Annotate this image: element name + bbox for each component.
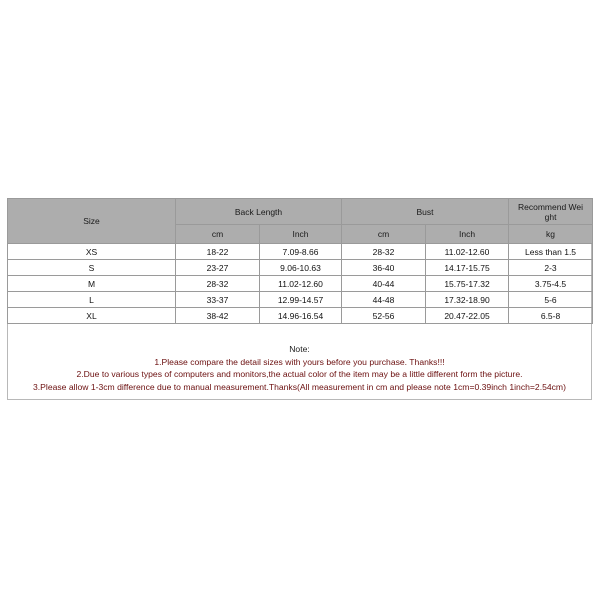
weight-header-line1: Recommend Wei <box>518 201 584 212</box>
table-row <box>8 276 593 292</box>
note-title: Note: <box>289 344 310 354</box>
table-row <box>8 244 593 260</box>
back-inch-cell: 14.96-16.54 <box>260 308 342 324</box>
back-inch-cell: 12.99-14.57 <box>260 292 342 308</box>
bust-inch-cell: 11.02-12.60 <box>426 244 509 260</box>
note-item: 3.Please allow 1-3cm difference due to manual measurement.Thanks(All measurement in cm and please note 1cm=0.39inch 1inch=2.54cm) <box>33 381 566 392</box>
back-inch-cell: 9.06-10.63 <box>260 260 342 276</box>
bust-cm-cell: 28-32 <box>342 244 426 260</box>
size-header: Size <box>8 199 176 244</box>
table-row <box>8 260 593 276</box>
back-cm-cell: 33-37 <box>176 292 260 308</box>
weight-kg-cell: 5-6 <box>509 292 593 308</box>
notes-section <box>7 343 592 393</box>
unit-weight-kg: kg <box>509 225 593 244</box>
back-inch-cell: 11.02-12.60 <box>260 276 342 292</box>
unit-bust-cm: cm <box>342 225 426 244</box>
back-cm-cell: 38-42 <box>176 308 260 324</box>
weight-kg-cell: Less than 1.5 <box>509 244 593 260</box>
back-inch-cell: 7.09-8.66 <box>260 244 342 260</box>
unit-back-inch: Inch <box>260 225 342 244</box>
weight-kg-cell: 2-3 <box>509 260 593 276</box>
unit-bust-inch: Inch <box>426 225 509 244</box>
weight-header-line2: ght <box>544 211 557 222</box>
table-row <box>8 308 593 324</box>
bust-cm-cell: 36-40 <box>342 260 426 276</box>
bust-inch-cell: 14.17-15.75 <box>426 260 509 276</box>
size-cell: M <box>8 276 176 292</box>
header-row <box>8 199 593 225</box>
note-item: 1.Please compare the detail sizes with yours before you purchase. Thanks!!! <box>154 356 445 367</box>
size-cell: L <box>8 292 176 308</box>
table-row <box>8 292 593 308</box>
size-chart-table <box>7 198 593 324</box>
note-item: 2.Due to various types of computers and monitors,the actual color of the item may be a little different form the picture. <box>76 369 523 380</box>
size-cell: XL <box>8 308 176 324</box>
bust-inch-cell: 20.47-22.05 <box>426 308 509 324</box>
back-cm-cell: 18-22 <box>176 244 260 260</box>
weight-header <box>509 199 593 225</box>
bust-cm-cell: 40-44 <box>342 276 426 292</box>
bust-cm-cell: 52-56 <box>342 308 426 324</box>
size-cell: XS <box>8 244 176 260</box>
bust-inch-cell: 17.32-18.90 <box>426 292 509 308</box>
unit-back-cm: cm <box>176 225 260 244</box>
bust-inch-cell: 15.75-17.32 <box>426 276 509 292</box>
back-cm-cell: 28-32 <box>176 276 260 292</box>
back-length-header: Back Length <box>176 199 342 225</box>
bust-cm-cell: 44-48 <box>342 292 426 308</box>
weight-kg-cell: 6.5-8 <box>509 308 593 324</box>
bust-header: Bust <box>342 199 509 225</box>
back-cm-cell: 23-27 <box>176 260 260 276</box>
weight-kg-cell: 3.75-4.5 <box>509 276 593 292</box>
size-cell: S <box>8 260 176 276</box>
